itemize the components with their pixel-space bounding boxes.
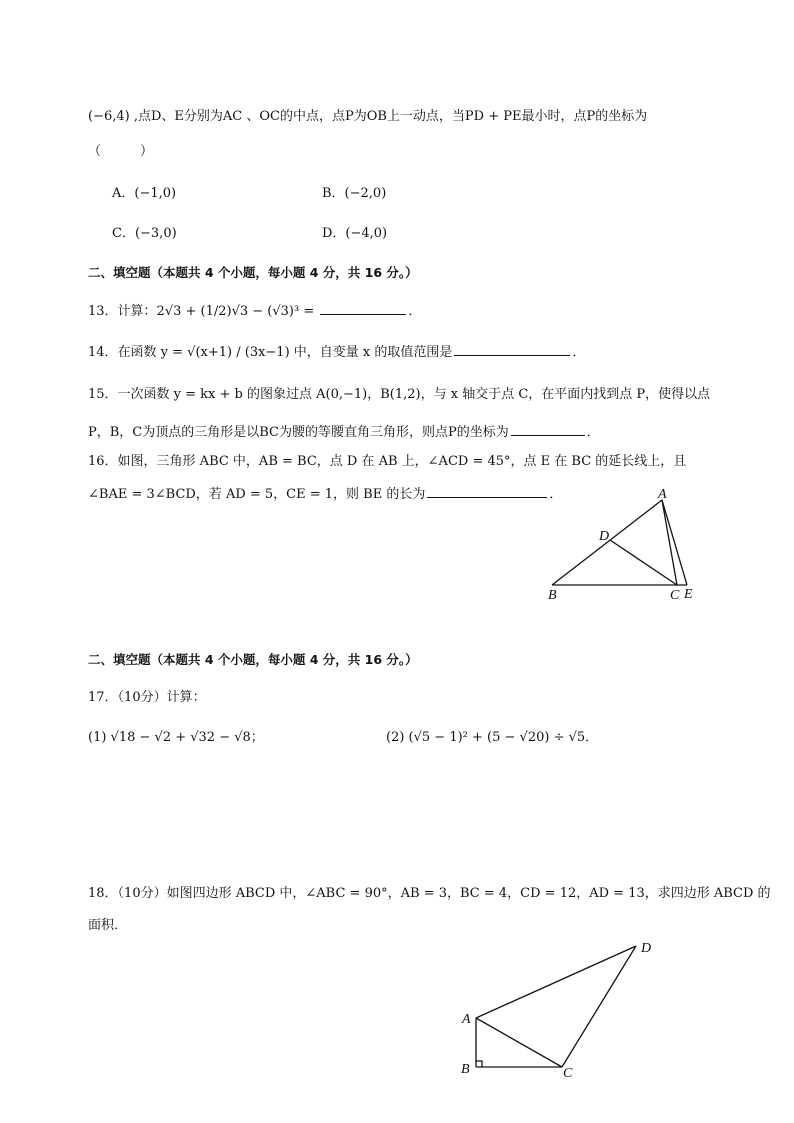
q16-label-c: C [670, 588, 680, 603]
q13-line [88, 302, 421, 321]
q16-label-b: B [548, 588, 557, 603]
q12-option-d: D．(−4,0) [322, 226, 388, 241]
q18-quadrilateral-figure [452, 934, 672, 1084]
q18-line1: 18．（10分）如图四边形 ABCD 中，∠ABC = 90°，AB = 3，BC = 4，CD = 12，AD = 13，求四边形 ABCD 的 [88, 886, 771, 901]
q18-label-d: D [641, 941, 652, 956]
q17-part2: (2) (√5 − 1)² + (5 − √20) ÷ √5． [386, 730, 599, 745]
q18-line2: 面积． [88, 918, 128, 933]
q13-text: 13．计算：2√3 + (1/2)√3 − (√3)³ = [88, 304, 319, 319]
q17-part1: (1) √18 − √2 + √32 − √8； [88, 730, 264, 745]
q12-option-c: C．(−3,0) [112, 226, 177, 241]
q15-line1: 15．一次函数 y = kx + b 的图象过点 A(0,−1)，B(1,2)，与 x 轴交于点 C，在平面内找到点 P，使得以点 [88, 387, 711, 402]
q14-end: ． [572, 345, 586, 360]
segment-ac [476, 1018, 562, 1067]
segment-cd [562, 946, 636, 1067]
q15-answer-blank [511, 423, 585, 436]
q15-end: ． [586, 425, 600, 440]
section-heading-1: 二、填空题（本题共 4 个小题，每小题 4 分，共 16 分。） [88, 265, 418, 280]
q16-triangle-figure [540, 484, 710, 604]
right-angle-mark [476, 1061, 482, 1067]
q16-line1: 16．如图，三角形 ABC 中，AB = BC，点 D 在 AB 上，∠ACD = 45°，点 E 在 BC 的延长线上，且 [88, 454, 687, 469]
q16-label-d: D [599, 529, 610, 544]
q14-answer-blank [454, 343, 570, 356]
q16-label-a: A [658, 487, 667, 502]
q18-label-a: A [462, 1012, 471, 1027]
q12-line2: （ ） [88, 144, 154, 159]
q18-label-b: B [461, 1062, 470, 1077]
q13-end: ． [408, 304, 422, 319]
q12-option-b: B．(−2,0) [322, 186, 387, 201]
q16-text: ∠BAE = 3∠BCD，若 AD = 5，CE = 1，则 BE 的长为 [88, 487, 426, 502]
segment-ad [476, 946, 636, 1018]
q12-option-a: A．(−1,0) [112, 186, 177, 201]
q16-line2 [88, 485, 562, 504]
section-heading-2: 二、填空题（本题共 4 个小题，每小题 4 分，共 16 分。） [88, 652, 418, 667]
q16-answer-blank [427, 485, 547, 498]
q16-label-e: E [684, 587, 693, 602]
q15-line2 [88, 423, 600, 442]
q12-line1: (−6,4) ,点D、E分别为AC 、OC的中点，点P为OB上一动点，当PD + PE最小时，点P的坐标为 [88, 109, 648, 124]
q15-text: P，B，C为顶点的三角形是以BC为腰的等腰直角三角形，则点P的坐标为 [88, 425, 509, 440]
q18-label-c: C [563, 1066, 573, 1081]
segment-dc [610, 540, 677, 585]
q16-end: ． [549, 487, 563, 502]
q14-line [88, 343, 585, 362]
q17-title: 17．（10分）计算： [88, 690, 206, 705]
q14-text: 14．在函数 y = √(x+1) / (3x−1) 中，自变量 x 的取值范围是 [88, 345, 453, 360]
q13-answer-blank [320, 302, 406, 315]
